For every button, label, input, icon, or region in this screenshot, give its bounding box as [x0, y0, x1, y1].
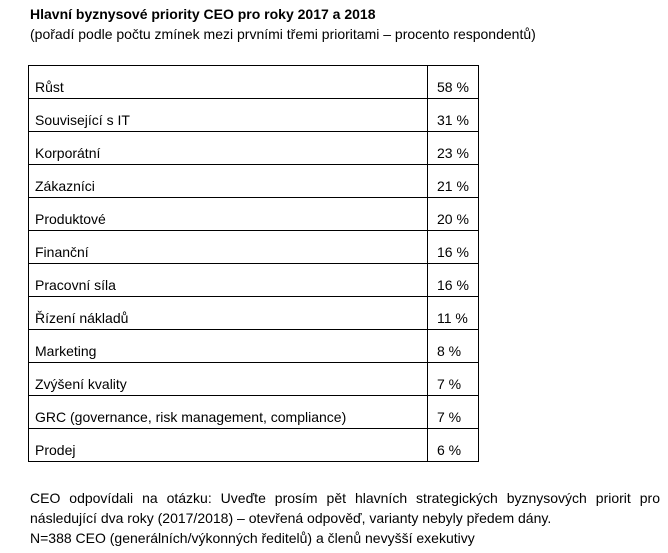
priority-percent: 7 %	[428, 363, 479, 396]
page-subtitle: (pořadí podle počtu zmínek mezi prvními třemi prioritami – procento respondentů)	[30, 26, 536, 42]
survey-note-question: CEO odpovídali na otázku: Uveďte prosím pět hlavních strategických byznysových priorit pro	[30, 490, 660, 506]
table-row	[29, 264, 479, 297]
priority-percent: 20 %	[428, 198, 479, 231]
priority-label: Finanční	[29, 231, 428, 264]
page-title: Hlavní byznysové priority CEO pro roky 2017 a 2018	[30, 6, 376, 22]
priority-percent: 6 %	[428, 429, 479, 462]
table-row	[29, 66, 479, 99]
table-row	[29, 396, 479, 429]
priority-percent: 7 %	[428, 396, 479, 429]
priority-percent: 31 %	[428, 99, 479, 132]
priority-label: Marketing	[29, 330, 428, 363]
table-row	[29, 363, 479, 396]
priority-percent: 21 %	[428, 165, 479, 198]
priority-percent: 11 %	[428, 297, 479, 330]
table-row	[29, 297, 479, 330]
table-row	[29, 198, 479, 231]
table-row	[29, 330, 479, 363]
priority-percent: 23 %	[428, 132, 479, 165]
priority-label: Zvýšení kvality	[29, 363, 428, 396]
table-row	[29, 165, 479, 198]
priorities-table	[28, 65, 479, 462]
priority-label: Související s IT	[29, 99, 428, 132]
survey-note-sample: N=388 CEO (generálních/výkonných ředitelů) a členů nevyšší exekutivy	[30, 530, 475, 546]
priority-label: Prodej	[29, 429, 428, 462]
priority-percent: 16 %	[428, 231, 479, 264]
priority-label: GRC (governance, risk management, compliance)	[29, 396, 428, 429]
survey-note	[30, 488, 660, 548]
priority-percent: 16 %	[428, 264, 479, 297]
table-row	[29, 132, 479, 165]
priority-label: Zákazníci	[29, 165, 428, 198]
priority-label: Produktové	[29, 198, 428, 231]
table-row	[29, 231, 479, 264]
priority-label: Řízení nákladů	[29, 297, 428, 330]
table-row	[29, 429, 479, 462]
table-row	[29, 99, 479, 132]
survey-note-answer-type: následující dva roky (2017/2018) – otevřená odpověď, varianty nebyly předem dány.	[30, 510, 552, 526]
priority-label: Růst	[29, 66, 428, 99]
priority-percent: 58 %	[428, 66, 479, 99]
priority-label: Pracovní síla	[29, 264, 428, 297]
priority-label: Korporátní	[29, 132, 428, 165]
priority-percent: 8 %	[428, 330, 479, 363]
